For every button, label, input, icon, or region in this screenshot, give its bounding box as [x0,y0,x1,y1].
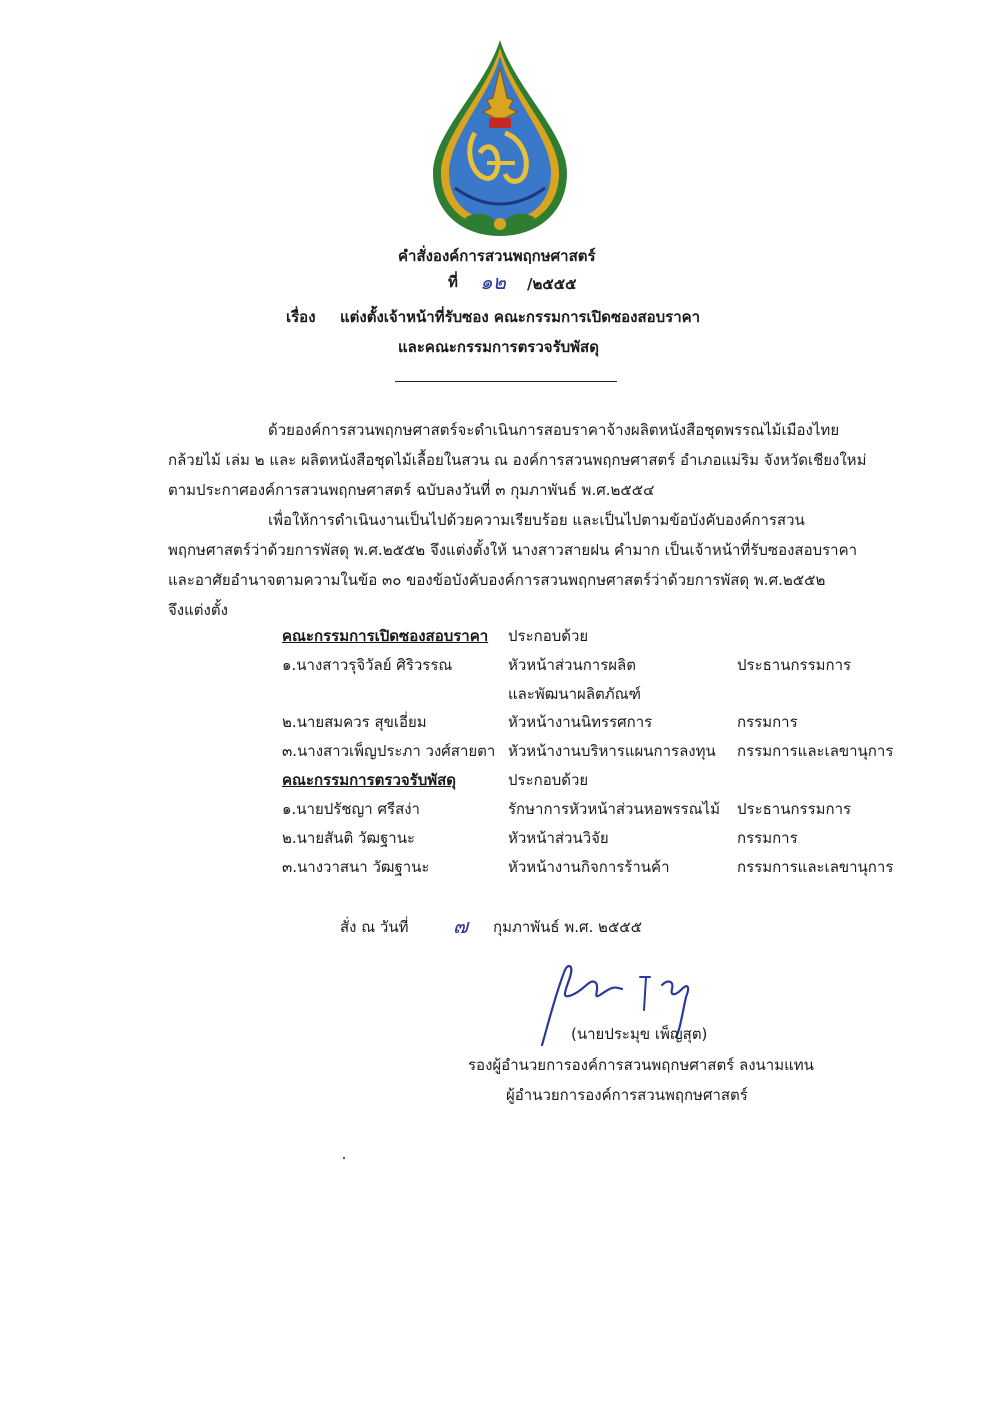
member-name: ๒.นายสมควร สุขเอี่ยม [282,713,427,731]
paragraph-line: พฤกษศาสตร์ว่าด้วยการพัสดุ พ.ศ.๒๕๕๒ จึงแต่งตั้งให้ นางสาวสายฝน คำมาก เป็นเจ้าหน้าที่รับซองสอบราคา [168,541,858,559]
member-row [0,855,1000,884]
member-row [0,797,1000,826]
paragraph-2 [168,505,888,625]
paragraph-line: เพื่อให้การดำเนินงานเป็นไปด้วยความเรียบร้อย และเป็นไปตามข้อบังคับองค์การสวน [268,511,805,529]
committee-suffix: ประกอบด้วย [508,771,589,789]
committee-heading-inspection [0,768,1000,797]
subject-line-2: และคณะกรรมการตรวจรับพัสดุ [398,338,599,356]
member-name: ๒.นายสันติ วัฒฐานะ [282,829,416,847]
order-date-prefix: สั่ง ณ วันที่ [340,918,409,936]
signatory-title-1: รองผู้อำนวยการองค์การสวนพฤกษศาสตร์ ลงนามแทน [468,1056,814,1074]
committee-heading-opening [0,624,1000,653]
member-position: หัวหน้าส่วนวิจัย [508,829,609,847]
garden-logo [425,38,575,238]
member-name: ๑.นางสาวรุจิวัลย์ ศิริวรรณ [282,656,453,674]
subject-line-1: แต่งตั้งเจ้าหน้าที่รับซอง คณะกรรมการเปิดซองสอบราคา [340,308,701,326]
member-role: ประธานกรรมการ [737,800,852,818]
member-role: กรรมการ [737,713,798,731]
paragraph-1 [168,415,888,505]
member-name: ๓.นางวาสนา วัฒฐานะ [282,858,430,876]
member-position: หัวหน้างานกิจการร้านค้า [508,858,670,876]
committee-suffix: ประกอบด้วย [508,627,589,645]
member-role: กรรมการและเลขานุการ [737,742,894,760]
member-name: ๑.นายปรัชญา ศรีสง่า [282,800,420,818]
header-divider [395,381,617,382]
subject-label: เรื่อง [286,308,316,326]
order-number-handwritten: ๑๒ [480,270,506,294]
member-position: รักษาการหัวหน้าส่วนหอพรรณไม้ [508,800,720,818]
member-name: ๓.นางสาวเพ็ญประภา วงศ์สายตา [282,742,496,760]
order-date-day-handwritten: ๗ [453,914,469,938]
paragraph-line: ด้วยองค์การสวนพฤกษศาสตร์จะดำเนินการสอบราคาจ้างผลิตหนังสือชุดพรรณไม้เมืองไทย [268,421,840,439]
member-role: กรรมการและเลขานุการ [737,858,894,876]
committee-title: คณะกรรมการเปิดซองสอบราคา [282,627,489,645]
member-row [0,710,1000,739]
member-position: หัวหน้างานนิทรรศการ [508,713,653,731]
paragraph-line: กล้วยไม้ เล่ม ๒ และ ผลิตหนังสือชุดไม้เลื้อยในสวน ณ องค์การสวนพฤกษศาสตร์ อำเภอแม่ริม จังหวัดเชียงใหม่ [168,451,867,469]
signatory-title-2: ผู้อำนวยการองค์การสวนพฤกษศาสตร์ [506,1086,748,1104]
member-role: กรรมการ [737,829,798,847]
member-row [0,826,1000,855]
paragraph-line: และอาศัยอำนาจตามความในข้อ ๓๐ ของข้อบังคับองค์การสวนพฤกษศาสตร์ว่าด้วยการพัสดุ พ.ศ.๒๕๕๒ [168,571,826,589]
member-row [0,653,1000,682]
member-position: หัวหน้างานบริหารแผนการลงทุน [508,742,716,760]
signatory-name: (นายประมุข เพ็ญสุต) [571,1025,708,1043]
order-title: คำสั่งองค์การสวนพฤกษศาสตร์ [398,247,596,265]
member-row [0,739,1000,768]
member-position-line-2: และพัฒนาผลิตภัณฑ์ [508,685,642,703]
member-row-continued [0,682,1000,711]
paragraph-line: จึงแต่งตั้ง [168,601,228,619]
member-position: หัวหน้าส่วนการผลิต [508,656,636,674]
order-date-suffix: กุมภาพันธ์ พ.ศ. ๒๕๕๕ [493,918,643,936]
stray-mark [343,1157,345,1159]
member-role: ประธานกรรมการ [737,656,852,674]
paragraph-line: ตามประกาศองค์การสวนพฤกษศาสตร์ ฉบับลงวันที่ ๓ กุมภาพันธ์ พ.ศ.๒๕๕๔ [168,481,655,499]
order-number-year: /๒๕๕๕ [527,275,577,293]
committee-title: คณะกรรมการตรวจรับพัสดุ [282,771,457,789]
order-number-label: ที่ [448,273,458,291]
